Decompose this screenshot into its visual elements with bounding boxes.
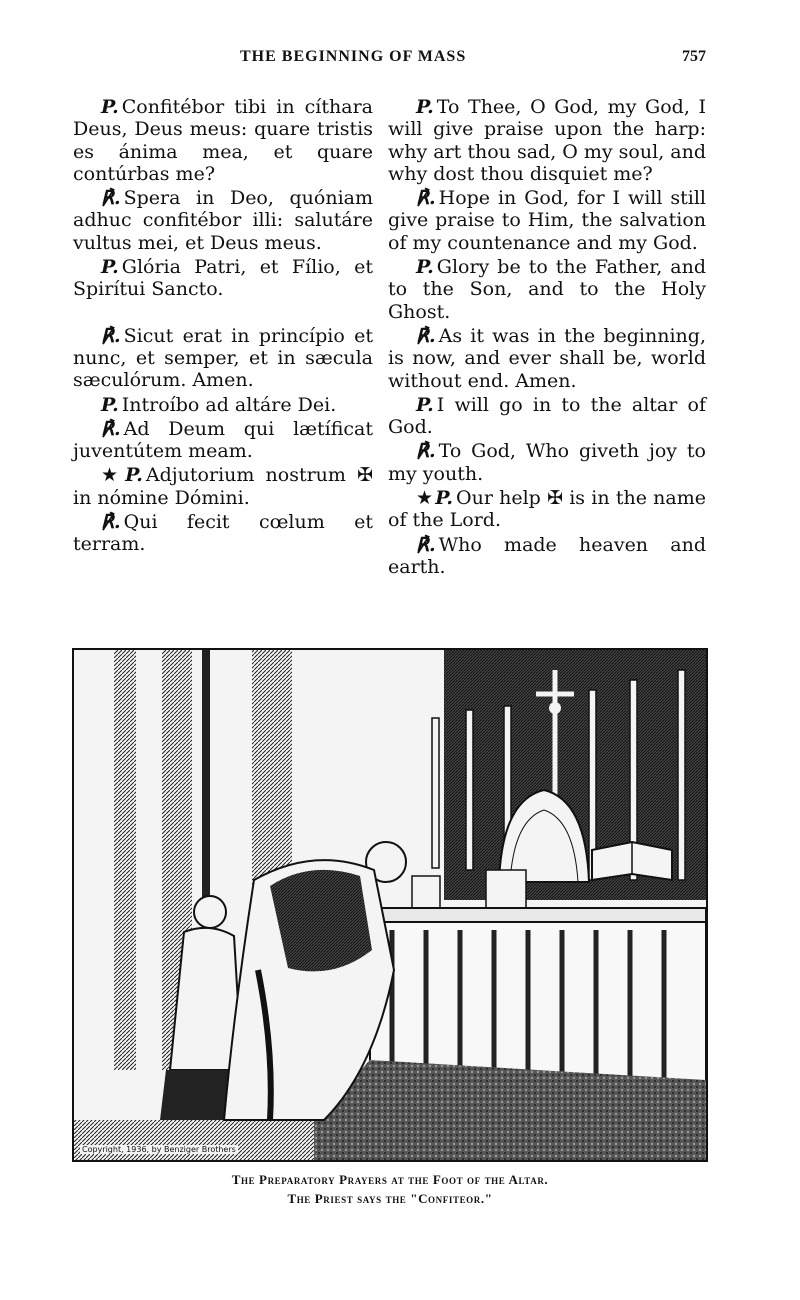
english-verse bbox=[388, 187, 706, 254]
response-mark: ℟. bbox=[101, 324, 121, 347]
english-verse bbox=[388, 96, 706, 185]
page-header bbox=[74, 48, 710, 76]
verse-text: As it was in the beginning, is now, and ever shall be, world without end. Amen. bbox=[388, 324, 706, 392]
english-verse bbox=[388, 440, 706, 485]
verse-mark: P. bbox=[435, 487, 453, 510]
latin-column bbox=[73, 96, 373, 558]
verse-text: To God, Who giveth joy to my youth. bbox=[388, 440, 706, 485]
response-mark: ℟. bbox=[416, 533, 436, 556]
response-mark: ℟. bbox=[416, 324, 436, 347]
verse-text: To Thee, O God, my God, I will give praise upon the harp: why art thou sad, O my soul, and why dost thou disquiet me? bbox=[388, 96, 706, 185]
verse-mark: P. bbox=[101, 256, 119, 279]
copyright-credit: Copyright, 1936, by Benziger Brothers bbox=[82, 1145, 236, 1154]
latin-verse bbox=[73, 96, 373, 185]
english-verse bbox=[388, 534, 706, 579]
english-column bbox=[388, 96, 706, 580]
verse-text: Qui fecit cœlum et terram. bbox=[73, 511, 373, 556]
altar-illustration bbox=[72, 648, 708, 1162]
verse-text: Glory be to the Father, and to the Son, and to the Holy Ghost. bbox=[388, 256, 706, 323]
verse-text: Spera in Deo, quóniam adhuc confitébor illi: salutáre vultus mei, et Deus meus. bbox=[73, 187, 373, 254]
english-verse bbox=[388, 394, 706, 439]
verse-mark: P. bbox=[416, 393, 434, 416]
latin-verse bbox=[73, 464, 373, 509]
verse-text: Who made heaven and earth. bbox=[388, 533, 706, 578]
page-number: 757 bbox=[682, 48, 706, 65]
verse-mark: P. bbox=[101, 393, 119, 416]
engraving-image bbox=[74, 650, 706, 1160]
english-verse bbox=[388, 325, 706, 392]
response-mark: ℟. bbox=[101, 187, 121, 210]
verse-text: Confitébor tibi in cíthara Deus, Deus meus: quare tristis es ánima mea, et quare contúrbas me? bbox=[73, 96, 373, 185]
running-title: THE BEGINNING OF MASS bbox=[240, 48, 467, 65]
response-mark: ℟. bbox=[101, 417, 121, 440]
response-mark: ℟. bbox=[416, 187, 436, 210]
latin-verse bbox=[73, 256, 373, 301]
latin-verse bbox=[73, 394, 373, 416]
caption-line: The Preparatory Prayers at the Foot of the Altar. bbox=[231, 1172, 549, 1187]
english-verse bbox=[388, 487, 706, 532]
latin-verse bbox=[73, 325, 373, 392]
verse-mark: P. bbox=[416, 256, 434, 279]
latin-verse bbox=[73, 418, 373, 463]
star-icon: ★ bbox=[416, 487, 434, 510]
response-mark: ℟. bbox=[416, 440, 436, 463]
latin-verse bbox=[73, 187, 373, 254]
star-icon: ★ bbox=[101, 464, 124, 487]
caption-line: The Priest says the "Confiteor." bbox=[287, 1191, 493, 1206]
verse-text: Glória Patri, et Fílio, et Spirítui Sancto. bbox=[73, 256, 373, 301]
verse-text: Introíbo ad altáre Dei. bbox=[121, 393, 337, 416]
verse-text: I will go in to the altar of God. bbox=[388, 393, 706, 439]
verse-text: Sicut erat in princípio et nunc, et semper, et in sæcula sæculórum. Amen. bbox=[73, 324, 373, 392]
figure-caption bbox=[72, 1170, 708, 1208]
verse-text: Our help ✠ is in the name of the Lord. bbox=[388, 487, 706, 532]
verse-text: Hope in God, for I will still give praise to Him, the salvation of my countenance and my God. bbox=[388, 187, 706, 254]
verse-text: Ad Deum qui lætíficat juventútem meam. bbox=[73, 417, 373, 463]
latin-verse bbox=[73, 511, 373, 556]
english-verse bbox=[388, 256, 706, 323]
verse-text: Adjutorium nostrum ✠ in nómine Dómini. bbox=[73, 464, 373, 509]
verse-mark: P. bbox=[416, 96, 434, 118]
verse-mark: P. bbox=[125, 464, 143, 487]
response-mark: ℟. bbox=[101, 511, 121, 534]
verse-mark: P. bbox=[101, 96, 119, 118]
